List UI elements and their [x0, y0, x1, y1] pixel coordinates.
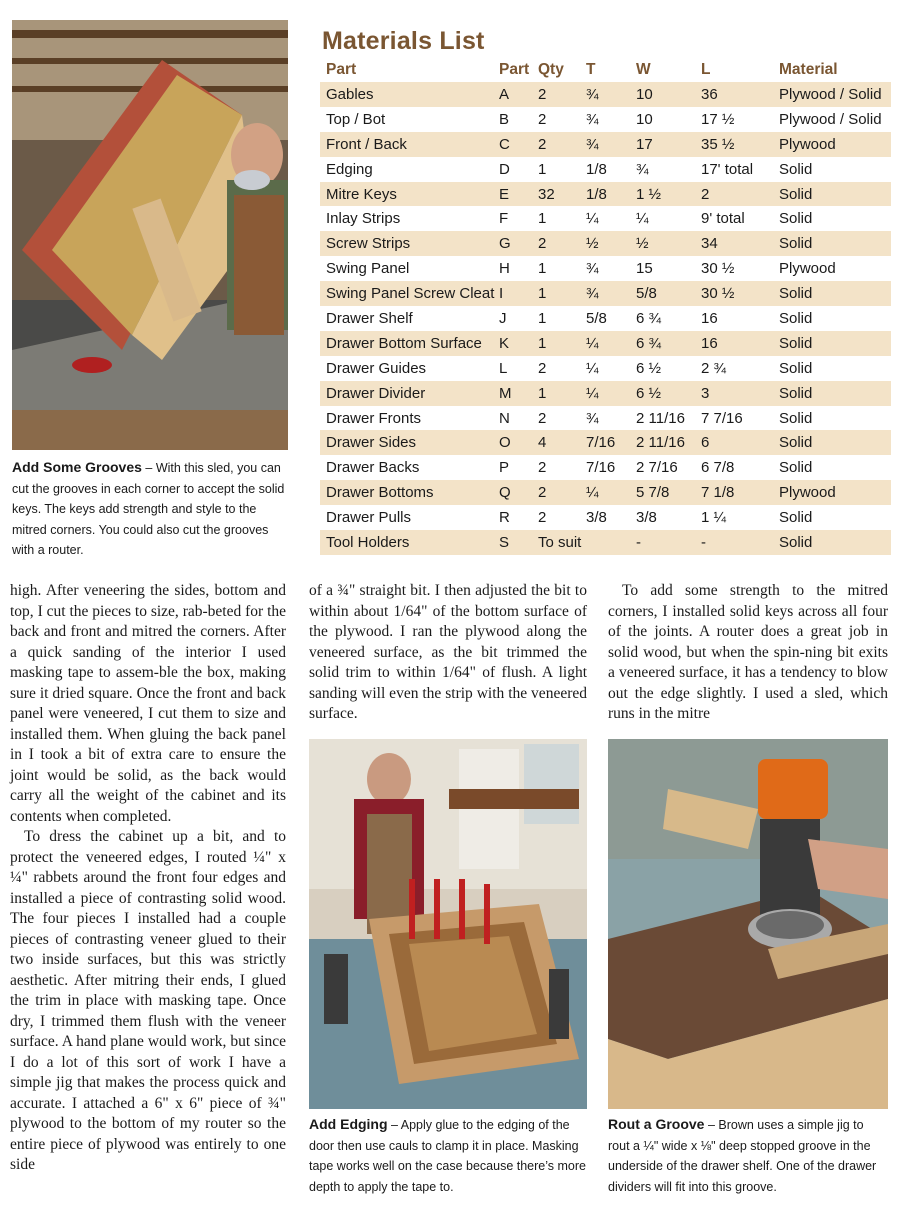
cell-width: 10 [630, 107, 695, 132]
cell-part-name: Tool Holders [320, 530, 493, 555]
cell-thickness: ½ [580, 231, 630, 256]
cell-thickness: ¾ [580, 281, 630, 306]
cell-part-name: Drawer Guides [320, 356, 493, 381]
cell-length: 30 ½ [695, 281, 773, 306]
cell-width: ¾ [630, 157, 695, 182]
table-row [320, 530, 891, 555]
cell-width: 6 ¾ [630, 331, 695, 356]
cell-material: Solid [773, 331, 891, 356]
cell-material: Plywood / Solid [773, 82, 891, 107]
cell-material: Plywood / Solid [773, 107, 891, 132]
caption-grooves-title: Add Some Grooves [12, 459, 142, 475]
cell-part-letter: J [493, 306, 532, 331]
table-row [320, 356, 891, 381]
caption-edging-title: Add Edging [309, 1116, 388, 1132]
caption-grooves-text: – With this sled, you can cut the grooves in each corner to accept the solid keys. The keys add strength and style to the mitred corners. You could also cut the grooves with a router. [12, 461, 285, 557]
cell-qty: 2 [532, 107, 580, 132]
cell-part-name: Drawer Divider [320, 381, 493, 406]
table-row [320, 157, 891, 182]
table-row [320, 231, 891, 256]
cell-qty: 2 [532, 356, 580, 381]
caption-groove-title: Rout a Groove [608, 1116, 705, 1132]
header-part-name: Part [326, 61, 357, 78]
cell-thickness: 5/8 [580, 306, 630, 331]
cell-part-letter: K [493, 331, 532, 356]
cell-length: 9' total [695, 206, 773, 231]
cell-part-letter: H [493, 256, 532, 281]
cell-thickness: ¼ [580, 356, 630, 381]
cell-thickness: 1/8 [580, 157, 630, 182]
cell-part-name: Screw Strips [320, 231, 493, 256]
cell-material: Solid [773, 182, 891, 207]
cell-thickness: ¼ [580, 381, 630, 406]
cell-part-letter: F [493, 206, 532, 231]
cell-part-letter: C [493, 132, 532, 157]
cell-material: Solid [773, 281, 891, 306]
cell-width: 10 [630, 82, 695, 107]
article-col3-paragraph-1: To add some strength to the mitred corners, I installed solid keys across all four of the joints. A router does a great job in solid wood, but when the spin-ning bit exits a veneered surface, it has a tendency to blow out the edge slightly. I used a sled, which runs in the mitre [608, 582, 888, 722]
table-row [320, 82, 891, 107]
cell-qty: 2 [532, 82, 580, 107]
cell-part-name: Front / Back [320, 132, 493, 157]
article-column-3 [608, 581, 888, 725]
cell-qty: 2 [532, 505, 580, 530]
cell-thickness: 7/16 [580, 430, 630, 455]
cell-part-name: Top / Bot [320, 107, 493, 132]
cell-qty: 2 [532, 231, 580, 256]
table-row [320, 132, 891, 157]
caption-grooves [12, 457, 288, 561]
cell-part-name: Drawer Bottoms [320, 480, 493, 505]
cell-length: 16 [695, 331, 773, 356]
article-col1-paragraph-1: high. After veneering the sides, bottom and top, I cut the pieces to size, rab-beted for the back and front and mitred the corners. After a quick sanding of the interior I used masking tape to assem-ble the box, making sure it dried square. Once the front and back panel were veneered, I cut them to size and installed them. When gluing the back panel in I took a bit of extra care to ensure the joint would be solid, as the back would carry all the weight of the cabinet and its contents when completed. [10, 582, 286, 825]
cell-thickness: ¾ [580, 132, 630, 157]
cell-width: ¼ [630, 206, 695, 231]
cell-thickness: ¾ [580, 406, 630, 431]
cell-length: 3 [695, 381, 773, 406]
cell-length: 16 [695, 306, 773, 331]
cell-width: 2 11/16 [630, 406, 695, 431]
cell-qty: 1 [532, 306, 580, 331]
cell-qty: 2 [532, 455, 580, 480]
caption-edging-text: – Apply glue to the edging of the door then use cauls to clamp it in place. Masking tape works well on the case because there’s more depth to apply the tape to. [309, 1118, 587, 1194]
cell-part-letter: G [493, 231, 532, 256]
cell-thickness: ¾ [580, 256, 630, 281]
cell-thickness: 3/8 [580, 505, 630, 530]
cell-width: 5/8 [630, 281, 695, 306]
materials-table [320, 58, 891, 555]
table-row [320, 430, 891, 455]
table-row [320, 107, 891, 132]
cell-part-name: Gables [320, 82, 493, 107]
cell-width: 6 ½ [630, 381, 695, 406]
cell-qty: 2 [532, 406, 580, 431]
header-qty: Qty [538, 61, 564, 78]
cell-length: 6 7/8 [695, 455, 773, 480]
cell-length: 6 [695, 430, 773, 455]
table-row [320, 281, 891, 306]
cell-part-letter: S [493, 530, 532, 555]
cell-length: - [695, 530, 773, 555]
cell-qty: 1 [532, 206, 580, 231]
cell-width: 2 11/16 [630, 430, 695, 455]
cell-material: Plywood [773, 132, 891, 157]
cell-thickness: ¾ [580, 107, 630, 132]
cell-length: 7 7/16 [695, 406, 773, 431]
cell-length: 35 ½ [695, 132, 773, 157]
cell-width: ½ [630, 231, 695, 256]
cell-material: Plywood [773, 256, 891, 281]
cell-qty: 2 [532, 132, 580, 157]
cell-material: Solid [773, 530, 891, 555]
table-row [320, 480, 891, 505]
cell-qty: 32 [532, 182, 580, 207]
cell-width: - [630, 530, 695, 555]
cell-material: Solid [773, 356, 891, 381]
cell-part-name: Edging [320, 157, 493, 182]
cell-part-name: Inlay Strips [320, 206, 493, 231]
materials-title: Materials List [322, 27, 485, 55]
cell-thickness: ¼ [580, 331, 630, 356]
cell-thickness: ¼ [580, 206, 630, 231]
cell-part-name: Drawer Bottom Surface [320, 331, 493, 356]
cell-part-letter: L [493, 356, 532, 381]
table-row [320, 331, 891, 356]
cell-part-letter: M [493, 381, 532, 406]
cell-qty: 1 [532, 256, 580, 281]
cell-length: 17' total [695, 157, 773, 182]
cell-part-letter: O [493, 430, 532, 455]
table-row [320, 306, 891, 331]
cell-length: 36 [695, 82, 773, 107]
article-col1-paragraph-2: To dress the cabinet up a bit, and to protect the veneered edges, I routed ¼" x ¼" rabbets around the front four edges and installed a piece of contrasting solid wood. The four pieces I installed had a couple pieces of contrasting veneer glued to their two inside surfaces, but this was strictly aesthetic. After mitring their ends, I glued the trim in place with masking tape. Once dry, I trimmed them flush with the veneer surface. A hand plane would work, but since I do a lot of this sort of work I have a simple jig that makes the process quick and accurate. I attached a 6" x 6" piece of ¾" plywood to the bottom of my router so the entire piece of plywood was entirely to one side [10, 828, 286, 1173]
cell-thickness: 7/16 [580, 455, 630, 480]
cell-thickness [580, 530, 630, 555]
table-row [320, 182, 891, 207]
cell-qty: 1 [532, 331, 580, 356]
table-row [320, 455, 891, 480]
cell-part-name: Swing Panel [320, 256, 493, 281]
cell-part-name: Mitre Keys [320, 182, 493, 207]
cell-qty: 1 [532, 281, 580, 306]
cell-material: Solid [773, 430, 891, 455]
cell-part-letter: D [493, 157, 532, 182]
cell-part-name: Drawer Pulls [320, 505, 493, 530]
cell-thickness: 1/8 [580, 182, 630, 207]
cell-part-letter: R [493, 505, 532, 530]
materials-header-row [320, 58, 891, 82]
cell-length: 17 ½ [695, 107, 773, 132]
table-row [320, 381, 891, 406]
header-thickness: T [586, 61, 596, 78]
cell-length: 7 1/8 [695, 480, 773, 505]
table-row [320, 505, 891, 530]
cell-material: Solid [773, 206, 891, 231]
cell-part-letter: P [493, 455, 532, 480]
cell-width: 2 7/16 [630, 455, 695, 480]
cell-width: 5 7/8 [630, 480, 695, 505]
article-column-2 [309, 581, 587, 725]
cell-part-letter: Q [493, 480, 532, 505]
cell-qty: 1 [532, 157, 580, 182]
cell-part-name: Drawer Backs [320, 455, 493, 480]
photo-router [608, 739, 888, 1109]
table-row [320, 406, 891, 431]
materials-body [320, 82, 891, 555]
cell-length: 2 ¾ [695, 356, 773, 381]
cell-width: 15 [630, 256, 695, 281]
caption-groove-text: – Brown uses a simple jig to rout a ¼" wide x ⅛" deep stopped groove in the underside of the drawer shelf. One of the drawer dividers will fit into this groove. [608, 1118, 877, 1194]
cell-part-letter: B [493, 107, 532, 132]
cell-part-letter: A [493, 82, 532, 107]
header-part-letter: Part [499, 61, 530, 78]
cell-part-letter: E [493, 182, 532, 207]
photo-edging [309, 739, 587, 1109]
cell-length: 34 [695, 231, 773, 256]
cell-material: Solid [773, 455, 891, 480]
cell-length: 30 ½ [695, 256, 773, 281]
table-row [320, 206, 891, 231]
cell-width: 6 ¾ [630, 306, 695, 331]
cell-width: 17 [630, 132, 695, 157]
cell-width: 6 ½ [630, 356, 695, 381]
caption-groove [608, 1114, 888, 1197]
cell-qty: 4 [532, 430, 580, 455]
cell-qty: 2 [532, 480, 580, 505]
cell-length: 1 ¼ [695, 505, 773, 530]
cell-material: Solid [773, 406, 891, 431]
article-column-1 [10, 581, 286, 1176]
cell-thickness: ¾ [580, 82, 630, 107]
cell-material: Solid [773, 231, 891, 256]
table-row [320, 256, 891, 281]
cell-material: Solid [773, 157, 891, 182]
header-width: W [636, 61, 651, 78]
cell-length: 2 [695, 182, 773, 207]
cell-part-name: Swing Panel Screw Cleat [320, 281, 493, 306]
cell-qty: 1 [532, 381, 580, 406]
article-col2-paragraph-1: of a ¾" straight bit. I then adjusted the bit to within about 1/64" of the bottom surface of the plywood. I ran the plywood along the veneered surface, as the bit trimmed the solid trim to within 1/64" of flush. A light sanding will even the strip with the veneered surface. [309, 582, 587, 722]
photo-grooves-sled [12, 20, 288, 450]
cell-part-letter: I [493, 281, 532, 306]
header-length: L [701, 61, 711, 78]
cell-width: 3/8 [630, 505, 695, 530]
cell-thickness: ¼ [580, 480, 630, 505]
cell-material: Solid [773, 381, 891, 406]
cell-material: Plywood [773, 480, 891, 505]
cell-width: 1 ½ [630, 182, 695, 207]
caption-edging [309, 1114, 587, 1197]
cell-qty: To suit [532, 530, 580, 555]
cell-part-name: Drawer Shelf [320, 306, 493, 331]
cell-part-name: Drawer Sides [320, 430, 493, 455]
cell-material: Solid [773, 306, 891, 331]
cell-part-letter: N [493, 406, 532, 431]
cell-material: Solid [773, 505, 891, 530]
cell-part-name: Drawer Fronts [320, 406, 493, 431]
header-material: Material [779, 61, 838, 78]
